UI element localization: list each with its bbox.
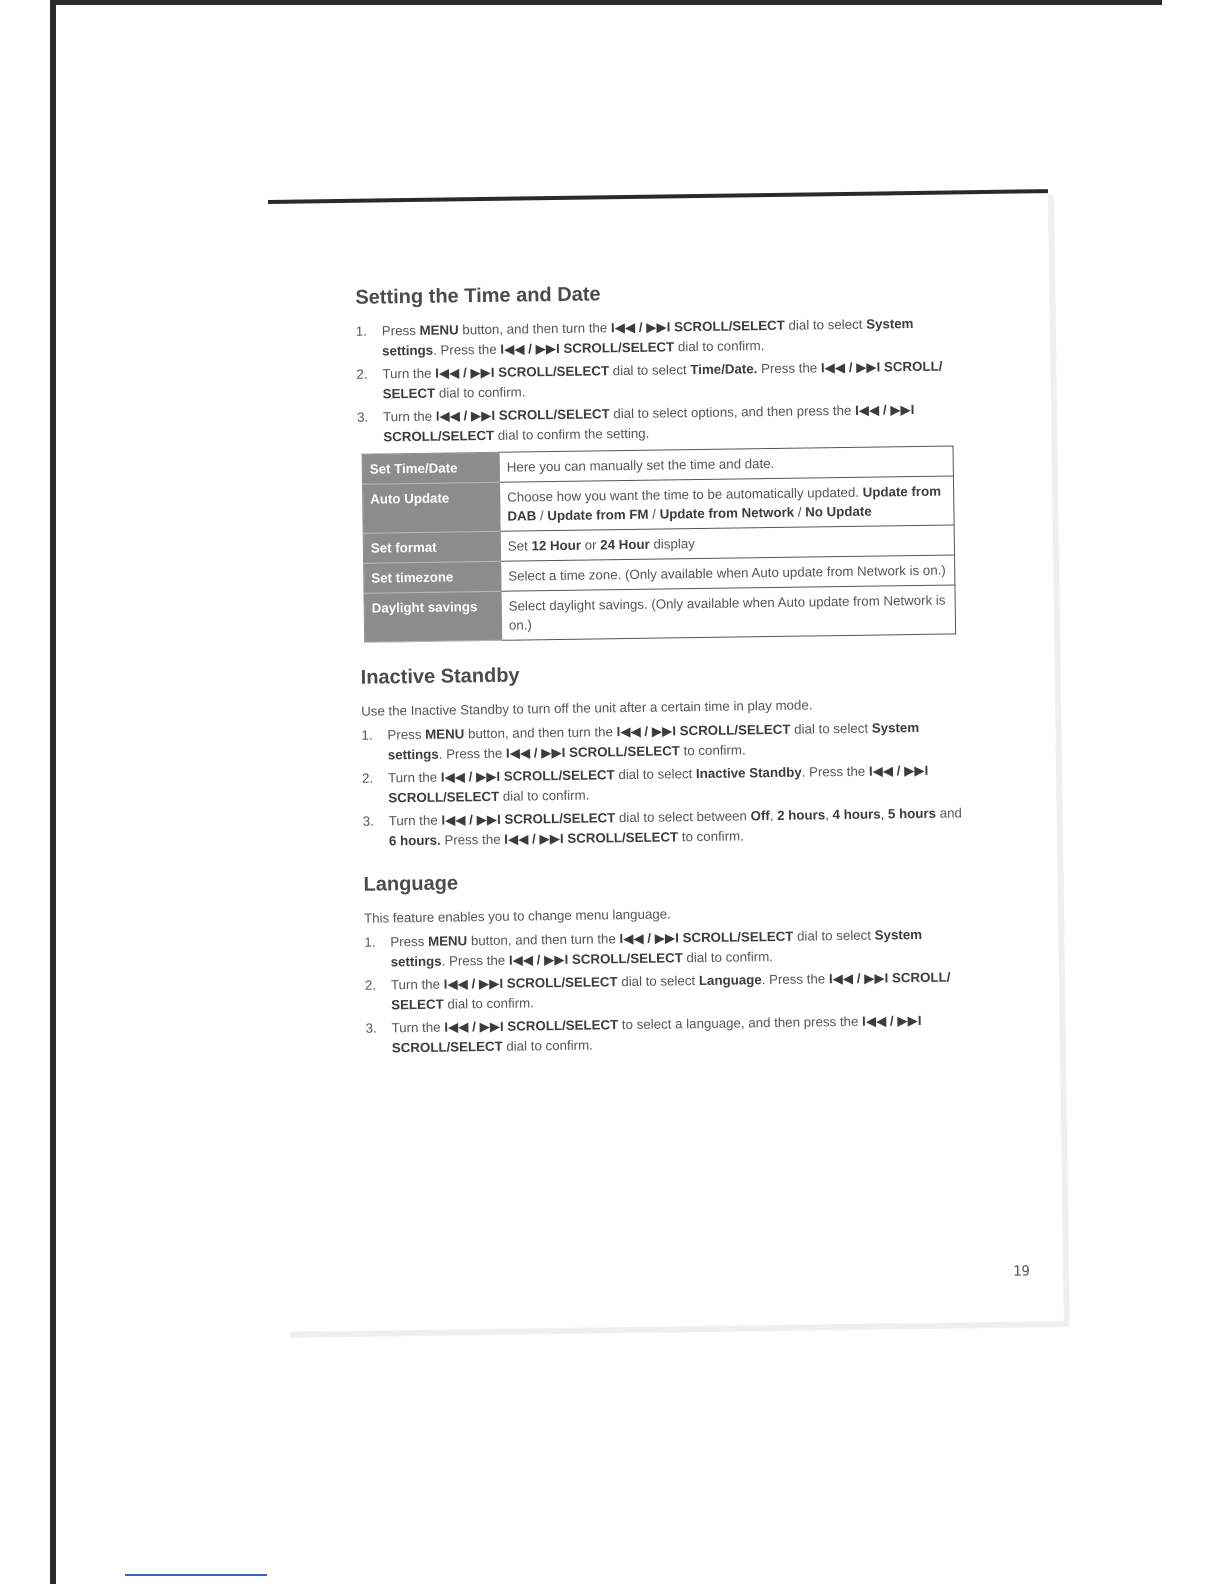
bold-term: 5 hours xyxy=(887,805,937,822)
text-run: dial to select options, and then press the xyxy=(609,402,856,422)
bold-term: Off xyxy=(750,808,770,824)
text-run: . Press the xyxy=(432,341,501,358)
text-run: Turn the xyxy=(387,769,441,786)
text-run: . Press the xyxy=(441,952,509,969)
text-run: dial to confirm. xyxy=(682,949,774,966)
setting-name: Daylight savings xyxy=(364,591,502,642)
section-title: Setting the Time and Date xyxy=(355,283,601,309)
text-run: dial to select xyxy=(790,720,872,737)
step-item xyxy=(357,399,958,447)
bold-term: I◀◀ / ▶▶I SCROLL/SELECT xyxy=(391,1012,922,1056)
text-run: dial to confirm. xyxy=(435,384,526,401)
text-run: . Press the xyxy=(801,763,870,780)
bold-term: I◀◀ / ▶▶I SCROLL/SELECT xyxy=(441,810,616,828)
bold-term: I◀◀ / ▶▶I SCROLL/SELECT xyxy=(435,406,610,424)
text-run: to confirm. xyxy=(679,742,746,759)
text-run: Select daylight savings. (Only available when Auto update from Network is on.) xyxy=(508,592,946,633)
text-run: Turn the xyxy=(382,408,436,425)
text-run: dial to select xyxy=(793,927,875,944)
text-run: Turn the xyxy=(382,365,436,382)
bold-term: I◀◀ / ▶▶I SCROLL/SELECT xyxy=(440,767,615,785)
text-run: Choose how you want the time to be automatically updated. xyxy=(507,484,863,505)
section-intro: Use the Inactive Standby to turn off the unit after a certain time in play mode. xyxy=(361,697,813,719)
bold-term: I◀◀ / ▶▶I SCROLL/ SELECT xyxy=(382,358,943,402)
text-run: . Press the xyxy=(761,971,830,988)
step-number: 2. xyxy=(364,977,377,993)
step-item xyxy=(363,803,964,851)
text-run: , xyxy=(880,806,889,822)
table-row xyxy=(364,585,956,642)
text-run: Press xyxy=(387,726,426,743)
bold-term: I◀◀ / ▶▶I SCROLL/SELECT xyxy=(504,829,679,847)
text-run: dial to select xyxy=(614,766,697,783)
text-run: Turn the xyxy=(391,1019,445,1036)
text-run: dial to confirm. xyxy=(443,995,534,1012)
section-intro: This feature enables you to change menu language. xyxy=(363,906,671,926)
text-run: Select a time zone. (Only available when Auto update from Network is on.) xyxy=(508,562,946,584)
section-time-date xyxy=(355,278,960,642)
text-run: to select a language, and then press the xyxy=(618,1013,863,1033)
bold-term: MENU xyxy=(425,726,465,742)
step-number: 3. xyxy=(356,409,369,425)
bold-term: System settings xyxy=(387,719,920,763)
steps-list xyxy=(361,717,963,851)
scanner-left-edge xyxy=(0,0,56,1584)
setting-description xyxy=(501,585,956,640)
step-number: 2. xyxy=(356,366,368,382)
step-number: 3. xyxy=(362,813,374,829)
bold-term: Language xyxy=(698,972,762,989)
manual-page xyxy=(268,189,1064,1332)
bold-term: 4 hours xyxy=(832,806,881,823)
page-number: 19 xyxy=(1012,1263,1031,1280)
steps-list xyxy=(364,924,966,1058)
text-run: / xyxy=(793,504,806,520)
bold-term: 12 Hour xyxy=(531,537,582,554)
bold-term: System settings xyxy=(382,316,914,359)
step-item xyxy=(365,1010,966,1058)
text-run: button, and then turn the xyxy=(458,320,612,338)
text-run: button, and then turn the xyxy=(467,931,620,949)
step-number: 1. xyxy=(364,934,376,950)
text-run: / xyxy=(536,508,548,524)
section-language xyxy=(363,865,966,1058)
bold-term: 2 hours xyxy=(777,807,826,823)
page-content xyxy=(355,268,966,1064)
step-number: 1. xyxy=(361,727,373,743)
text-run: Press the xyxy=(440,831,505,848)
text-run: Here you can manually set the time and date. xyxy=(506,455,775,475)
bold-term: I◀◀ / ▶▶I SCROLL/SELECT xyxy=(443,974,618,992)
text-run: button, and then turn the xyxy=(464,724,617,742)
bold-term: I◀◀ / ▶▶I SCROLL/SELECT xyxy=(500,339,675,357)
text-run: Press xyxy=(381,322,420,339)
bold-term: I◀◀ / ▶▶I SCROLL/SELECT xyxy=(619,928,794,947)
setting-name: Set timezone xyxy=(364,561,501,593)
text-run: . Press the xyxy=(438,745,507,762)
text-run: and xyxy=(935,805,962,821)
text-run: Press xyxy=(390,933,429,950)
bold-term: Inactive Standby xyxy=(695,764,802,782)
step-item xyxy=(361,717,962,765)
bold-term: Update from Network xyxy=(659,504,795,522)
step-item xyxy=(365,967,966,1015)
bold-term: No Update xyxy=(805,503,872,520)
bold-term: Update from DAB xyxy=(507,483,942,524)
text-run: to confirm. xyxy=(678,828,744,845)
scanner-top-edge xyxy=(52,0,1162,5)
steps-list xyxy=(356,313,958,447)
bold-term: 24 Hour xyxy=(600,536,650,553)
text-run: dial to confirm the setting. xyxy=(494,425,650,443)
text-run: dial to confirm. xyxy=(502,1037,593,1054)
text-run: dial to confirm. xyxy=(499,787,590,804)
text-run: Press the xyxy=(757,360,822,377)
bold-term: I◀◀ / ▶▶I SCROLL/SELECT xyxy=(610,317,785,336)
bold-term: I◀◀ / ▶▶I SCROLL/SELECT xyxy=(444,1017,619,1035)
text-run: dial to confirm. xyxy=(674,338,765,355)
bold-term: I◀◀ / ▶▶I SCROLL/SELECT xyxy=(505,743,680,761)
bold-term: MENU xyxy=(427,933,468,949)
setting-name: Set format xyxy=(363,531,500,563)
text-run: Set xyxy=(507,538,532,554)
text-run: / xyxy=(648,506,660,522)
setting-name: Set Time/Date xyxy=(362,452,499,484)
bold-term: MENU xyxy=(419,322,459,338)
bold-term: I◀◀ / ▶▶I SCROLL/SELECT xyxy=(383,401,915,445)
bold-term: I◀◀ / ▶▶I SCROLL/SELECT xyxy=(388,762,929,806)
table-row xyxy=(362,476,954,533)
setting-description xyxy=(499,476,954,531)
text-run: dial to select xyxy=(608,362,691,379)
section-title: Language xyxy=(363,872,459,896)
text-run: or xyxy=(580,537,601,553)
bold-term: I◀◀ / ▶▶I SCROLL/ SELECT xyxy=(391,969,951,1013)
step-number: 1. xyxy=(355,323,368,339)
text-run: dial to select xyxy=(617,973,699,990)
bold-term: System settings xyxy=(390,926,923,970)
section-title: Inactive Standby xyxy=(360,664,520,689)
section-inactive-standby xyxy=(361,658,964,851)
text-run: display xyxy=(649,536,695,552)
text-run: Turn the xyxy=(390,976,444,993)
step-number: 2. xyxy=(361,770,374,786)
text-run: , xyxy=(825,807,833,823)
step-item xyxy=(356,356,957,404)
step-item xyxy=(364,924,965,972)
step-item xyxy=(356,313,957,361)
settings-table xyxy=(362,445,957,642)
text-run: , xyxy=(769,807,778,824)
bold-term: Update from FM xyxy=(547,506,649,524)
setting-name: Auto Update xyxy=(362,482,500,533)
text-run: dial to select xyxy=(784,316,867,333)
bold-term: I◀◀ / ▶▶I SCROLL/SELECT xyxy=(508,950,683,968)
step-number: 3. xyxy=(365,1020,377,1036)
bold-term: I◀◀ / ▶▶I SCROLL/SELECT xyxy=(616,721,791,740)
text-run: dial to select between xyxy=(615,808,751,826)
bold-term: 6 hours. xyxy=(388,832,441,849)
scanner-bottom-line xyxy=(125,1574,267,1576)
bold-term: I◀◀ / ▶▶I SCROLL/SELECT xyxy=(435,363,610,381)
text-run: Turn the xyxy=(388,812,442,829)
step-item xyxy=(362,760,963,808)
bold-term: Time/Date. xyxy=(690,361,758,378)
